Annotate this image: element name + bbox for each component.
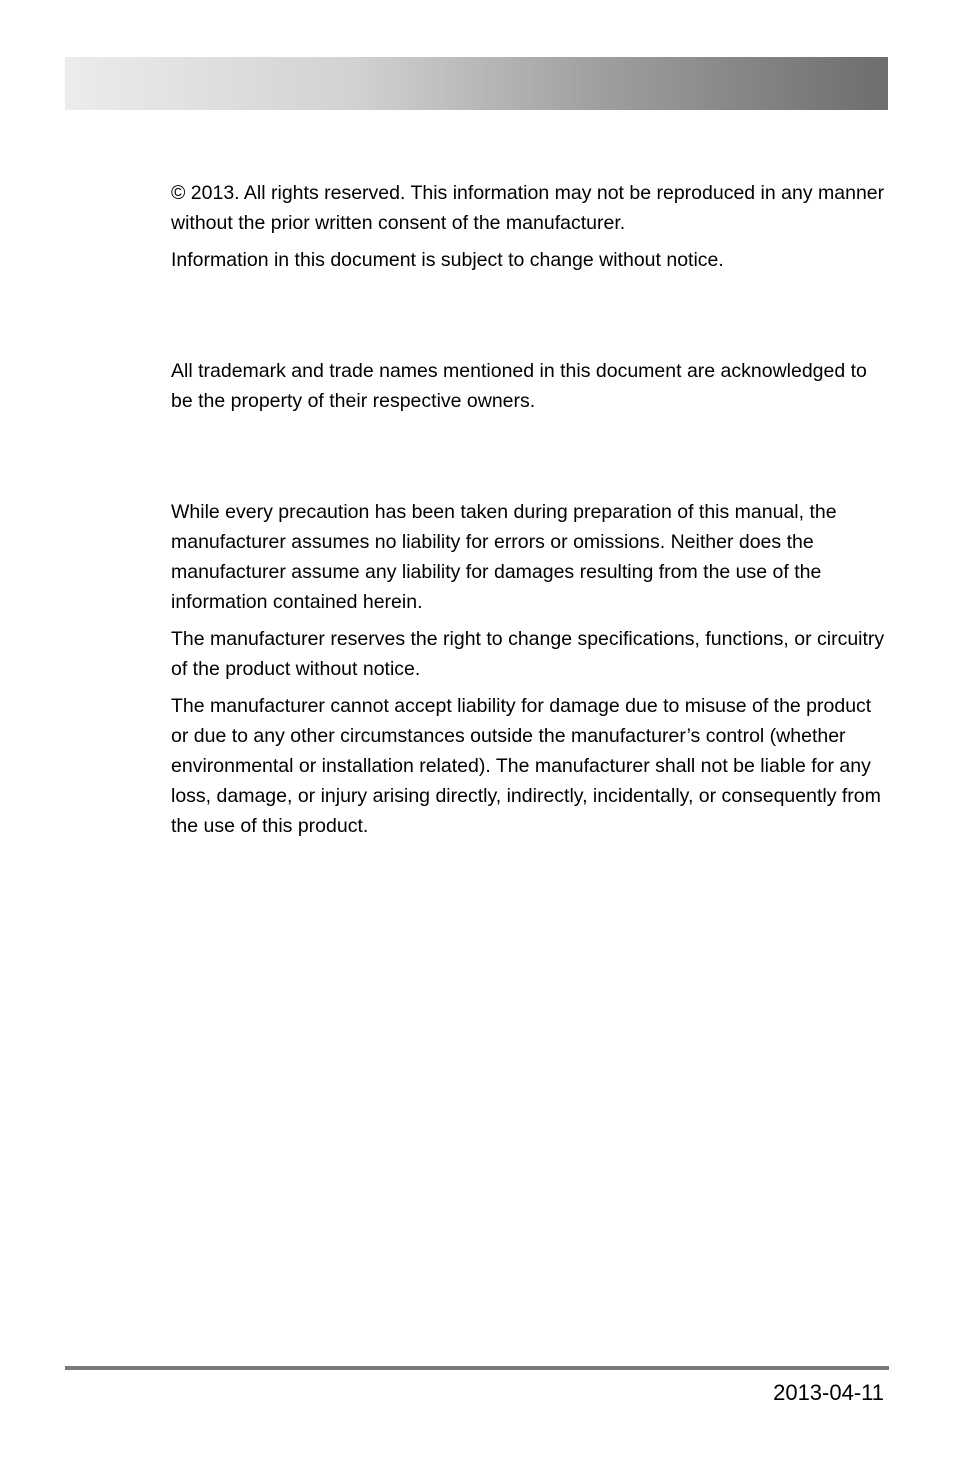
- misuse-paragraph: The manufacturer cannot accept liability for damage due to misuse of the product or due to any other circumstances outside the manufacturer’s control (whether environmental or installation related). The manufacturer shall not be liable for any loss, damage, or injury arising directly, indirectly, incidentally, or consequently from the use of this product.: [171, 695, 881, 837]
- change-notice-paragraph: Information in this document is subject to change without notice.: [171, 249, 724, 271]
- copyright-paragraph: © 2013. All rights reserved. This information may not be reproduced in any manner without the prior written consent of the manufacturer.: [171, 182, 885, 234]
- document-date: 2013-04-11: [773, 1380, 884, 1405]
- footer-divider: [65, 1366, 889, 1370]
- liability-paragraph: While every precaution has been taken during preparation of this manual, the manufacturer assumes no liability for errors or omissions. Neither does the manufacturer assume any liability for damages resulting from the use of the information contained herein.: [171, 501, 837, 613]
- document-body: [171, 178, 891, 841]
- specifications-paragraph: The manufacturer reserves the right to change specifications, functions, or circuitry of the product without notice.: [171, 628, 885, 680]
- trademark-paragraph: All trademark and trade names mentioned in this document are acknowledged to be the property of their respective owners.: [171, 360, 867, 412]
- header-gradient-bar: [65, 57, 888, 110]
